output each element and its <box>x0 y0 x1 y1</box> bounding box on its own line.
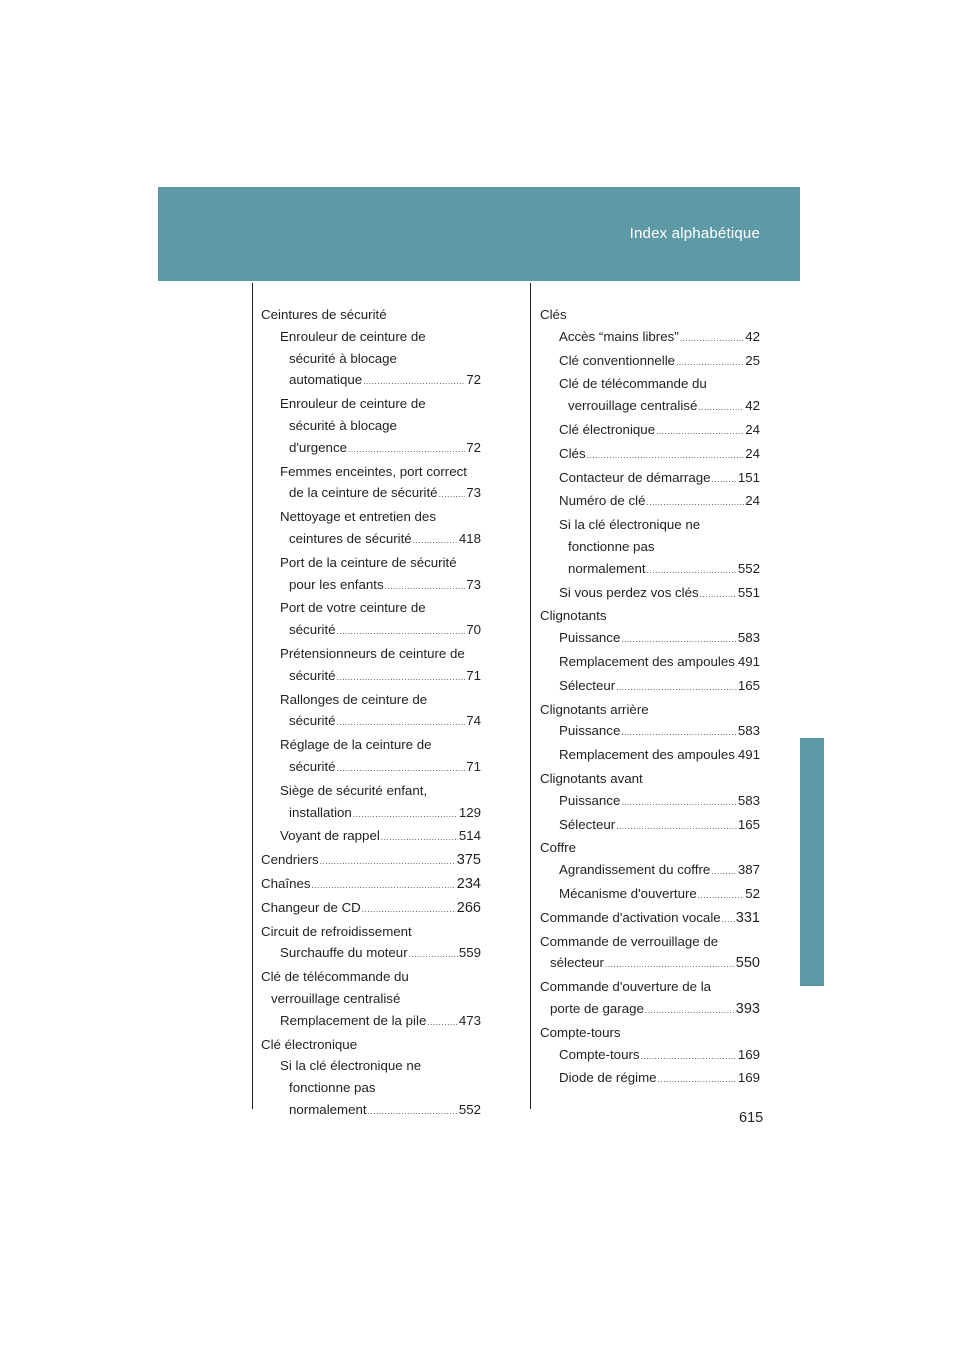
index-page-ref: 552 <box>737 560 760 576</box>
index-term: Nettoyage et entretien des <box>280 509 436 525</box>
index-subentry-line <box>540 326 760 350</box>
index-entry <box>540 814 760 838</box>
index-entry <box>540 605 760 627</box>
index-term: Sélecteur <box>559 816 616 832</box>
index-term: Remplacement des ampoules <box>559 747 735 763</box>
index-page-ref: 74 <box>466 713 481 729</box>
index-subentry-line <box>540 350 760 374</box>
dot-leader <box>381 827 458 849</box>
dot-leader <box>621 792 736 814</box>
dot-leader <box>658 1069 737 1091</box>
index-entry <box>261 506 481 552</box>
index-page-ref: 583 <box>737 723 760 739</box>
dot-leader <box>711 861 737 883</box>
index-page-ref: 550 <box>735 955 760 972</box>
index-heading-line <box>540 837 760 859</box>
dot-leader <box>320 851 456 873</box>
index-page-ref: 559 <box>458 945 481 961</box>
dot-leader <box>312 875 456 897</box>
index-subentry-line <box>540 952 760 976</box>
index-heading-line <box>261 1034 481 1056</box>
index-entry <box>540 907 760 931</box>
index-term: Clés <box>559 445 586 461</box>
index-term: sécurité à blocage <box>289 350 397 366</box>
index-page-ref: 70 <box>466 622 481 638</box>
index-subentry-line <box>540 467 760 491</box>
index-entry <box>540 1022 760 1044</box>
index-entry <box>540 976 760 1022</box>
index-term: Puissance <box>559 630 621 646</box>
index-term: de la ceinture de sécurité <box>289 485 438 501</box>
index-heading-line <box>261 304 481 326</box>
dot-leader <box>656 421 744 443</box>
index-heading-line <box>540 931 760 953</box>
index-term: Compte-tours <box>559 1046 640 1062</box>
index-page-ref: 514 <box>458 828 481 844</box>
index-subentry-line <box>540 814 760 838</box>
index-term: Mécanisme d'ouverture <box>559 885 697 901</box>
index-entry <box>540 326 760 350</box>
index-term: normalement <box>568 560 646 576</box>
dot-leader <box>353 804 458 826</box>
index-term: Voyant de rappel <box>280 828 380 844</box>
index-entry <box>540 467 760 491</box>
index-page-ref: 24 <box>745 445 760 461</box>
index-page-ref: 234 <box>456 875 481 892</box>
index-term: Clés <box>540 307 567 322</box>
dot-leader <box>736 746 737 768</box>
index-entry <box>540 744 760 768</box>
index-page-ref: 266 <box>456 899 481 916</box>
index-term: Numéro de clé <box>559 493 646 509</box>
index-subentry-line <box>261 415 481 437</box>
dot-leader <box>413 530 458 552</box>
dot-leader <box>712 469 737 491</box>
index-term: sécurité à blocage <box>289 417 397 433</box>
index-entry <box>540 651 760 675</box>
index-term: Changeur de CD <box>261 899 361 915</box>
index-subentry-line <box>261 437 481 461</box>
dot-leader <box>722 909 735 931</box>
index-term: automatique <box>289 372 363 388</box>
index-entry <box>261 1055 481 1122</box>
index-subentry-line <box>261 574 481 598</box>
index-subentry-line <box>540 651 760 675</box>
index-column-left <box>261 304 481 1123</box>
dot-leader <box>698 885 744 907</box>
index-column-right <box>540 304 760 1091</box>
index-entry <box>540 675 760 699</box>
index-subentry-line <box>261 619 481 643</box>
index-page-ref: 25 <box>745 352 760 368</box>
index-entry <box>261 304 481 326</box>
index-page-ref: 169 <box>737 1046 760 1062</box>
index-page-ref: 491 <box>737 653 760 669</box>
index-term: normalement <box>289 1101 367 1117</box>
index-term: Circuit de refroidissement <box>261 923 412 939</box>
index-term: sécurité <box>289 622 336 638</box>
index-term: Accès “mains libres” <box>559 328 679 344</box>
index-term: fonctionne pas <box>568 538 655 554</box>
index-term: ceintures de sécurité <box>289 530 412 546</box>
index-term: fonctionne pas <box>289 1080 376 1096</box>
index-subentry-line <box>540 536 760 558</box>
index-heading-line <box>540 907 760 931</box>
index-subentry-line <box>540 514 760 536</box>
index-subentry-line <box>261 348 481 370</box>
index-heading-line <box>540 605 760 627</box>
index-term: Prétensionneurs de ceinture de <box>280 645 465 661</box>
index-subentry-line <box>540 582 760 606</box>
index-heading-line <box>540 768 760 790</box>
index-subentry-line <box>261 369 481 393</box>
index-term: Enrouleur de ceinture de <box>280 328 426 344</box>
index-subentry-line <box>261 802 481 826</box>
index-term: Chaînes <box>261 875 311 891</box>
index-term: Clé électronique <box>261 1036 358 1052</box>
index-entry <box>540 1067 760 1091</box>
index-entry <box>261 393 481 460</box>
index-term: verrouillage centralisé <box>568 398 698 414</box>
index-subentry-line <box>261 1055 481 1077</box>
thumb-index-tab <box>800 738 824 986</box>
index-page-ref: 387 <box>737 862 760 878</box>
index-term: Rallonges de ceinture de <box>280 691 428 707</box>
index-entry <box>261 849 481 873</box>
index-heading-line <box>261 921 481 943</box>
index-term: Ceintures de sécurité <box>261 307 387 322</box>
dot-leader <box>409 944 458 966</box>
index-subentry-line <box>540 720 760 744</box>
index-term: Siège de sécurité enfant, <box>280 782 428 798</box>
index-page-ref: 552 <box>458 1101 481 1117</box>
index-heading-line <box>261 897 481 921</box>
index-page-ref: 71 <box>466 758 481 774</box>
index-term: Réglage de la ceinture de <box>280 737 432 753</box>
index-subentry-line <box>261 1077 481 1099</box>
index-subentry-line <box>261 1099 481 1123</box>
index-subentry-line <box>261 1010 481 1034</box>
index-page-ref: 24 <box>745 421 760 437</box>
index-term: sécurité <box>289 713 336 729</box>
dot-leader <box>337 758 466 780</box>
index-subentry-line <box>540 395 760 419</box>
index-subentry-line <box>261 942 481 966</box>
dot-leader <box>680 328 745 350</box>
dot-leader <box>736 653 737 675</box>
dot-leader <box>362 899 456 921</box>
index-page-ref: 418 <box>458 530 481 546</box>
index-subentry-line <box>261 780 481 802</box>
index-heading-line <box>540 1022 760 1044</box>
index-page-ref: 491 <box>737 747 760 763</box>
index-page-ref: 42 <box>745 398 760 414</box>
index-entry <box>540 720 760 744</box>
index-page-ref: 331 <box>735 909 760 926</box>
index-page-ref: 165 <box>737 677 760 693</box>
index-term: Sélecteur <box>559 677 616 693</box>
dot-leader <box>676 352 744 374</box>
index-term: Puissance <box>559 723 621 739</box>
dot-leader <box>427 1012 457 1034</box>
index-term: installation <box>289 804 352 820</box>
index-entry <box>540 768 760 790</box>
index-page-ref: 583 <box>737 630 760 646</box>
dot-leader <box>645 1000 735 1022</box>
index-entry <box>540 627 760 651</box>
index-term: porte de garage <box>550 1000 644 1016</box>
index-term: Clé électronique <box>559 421 656 437</box>
index-page-ref: 72 <box>466 372 481 388</box>
dot-leader <box>587 445 745 467</box>
index-term: Cendriers <box>261 852 319 868</box>
index-page-ref: 52 <box>745 885 760 901</box>
index-term: Remplacement de la pile <box>280 1012 427 1028</box>
left-column-rule <box>252 283 253 1109</box>
dot-leader <box>616 816 737 838</box>
dot-leader <box>621 722 736 744</box>
section-title: Index alphabétique <box>629 225 760 242</box>
index-entry <box>540 883 760 907</box>
index-term: Commande de verrouillage de <box>540 933 719 949</box>
index-term: Compte-tours <box>540 1024 621 1040</box>
index-term: Enrouleur de ceinture de <box>280 396 426 412</box>
index-entry <box>261 326 481 393</box>
index-page-ref: 129 <box>458 804 481 820</box>
index-page-ref: 169 <box>737 1070 760 1086</box>
index-entry <box>540 419 760 443</box>
index-subentry-line <box>261 326 481 348</box>
index-page-ref: 473 <box>458 1012 481 1028</box>
index-term: Clignotants avant <box>540 770 643 786</box>
dot-leader <box>368 1101 458 1123</box>
index-term: sécurité <box>289 758 336 774</box>
index-subentry-line <box>261 734 481 756</box>
dot-leader <box>385 576 466 598</box>
index-entry <box>540 931 760 977</box>
index-term: Commande d'activation vocale <box>540 909 721 925</box>
dot-leader <box>337 667 466 689</box>
index-entry <box>540 1044 760 1068</box>
page-number: 615 <box>739 1110 764 1126</box>
dot-leader <box>700 584 737 606</box>
index-entry <box>540 443 760 467</box>
index-page-ref: 583 <box>737 792 760 808</box>
index-entry <box>540 514 760 581</box>
index-term: pour les enfants <box>289 576 384 592</box>
index-entry <box>540 790 760 814</box>
dot-leader <box>363 371 465 393</box>
index-subentry-line <box>540 419 760 443</box>
index-subentry-line <box>261 665 481 689</box>
index-subentry-line <box>540 627 760 651</box>
index-term: Port de la ceinture de sécurité <box>280 554 457 570</box>
index-entry <box>261 689 481 735</box>
index-heading-line <box>540 699 760 721</box>
dot-leader <box>348 439 465 461</box>
index-heading-line <box>261 873 481 897</box>
index-subentry-line <box>540 675 760 699</box>
index-subentry-line <box>540 373 760 395</box>
index-term: Port de votre ceinture de <box>280 600 426 616</box>
index-subentry-line <box>261 393 481 415</box>
index-term: Agrandissement du coffre <box>559 862 711 878</box>
index-term: sécurité <box>289 667 336 683</box>
index-entry <box>261 552 481 598</box>
index-term: Commande d'ouverture de la <box>540 979 712 995</box>
index-subentry-line <box>261 756 481 780</box>
index-term: Si la clé électronique ne <box>280 1058 422 1074</box>
index-subentry-line <box>540 443 760 467</box>
index-term: Puissance <box>559 792 621 808</box>
dot-leader <box>337 621 466 643</box>
index-entry <box>261 780 481 826</box>
dot-leader <box>616 677 737 699</box>
index-subentry-line <box>261 643 481 665</box>
index-subentry-line <box>540 859 760 883</box>
dot-leader <box>605 954 735 976</box>
index-subentry-line <box>540 558 760 582</box>
dot-leader <box>621 629 736 651</box>
index-term: d'urgence <box>289 439 347 455</box>
dot-leader <box>641 1046 737 1068</box>
index-heading-line <box>540 304 760 326</box>
index-term: Clignotants arrière <box>540 701 649 717</box>
index-term: verrouillage centralisé <box>271 990 401 1006</box>
index-entry <box>261 734 481 780</box>
index-page-ref: 42 <box>745 328 760 344</box>
index-subentry-line <box>261 597 481 619</box>
index-entry <box>540 859 760 883</box>
index-heading-line <box>261 849 481 873</box>
index-entry <box>261 597 481 643</box>
index-entry <box>261 921 481 943</box>
index-entry <box>540 304 760 326</box>
index-subentry-line <box>261 528 481 552</box>
index-entry <box>261 461 481 507</box>
index-entry <box>261 643 481 689</box>
index-page-ref: 393 <box>735 1000 760 1017</box>
index-entry <box>261 966 481 1010</box>
index-entry <box>261 897 481 921</box>
index-term: Clé de télécommande du <box>559 376 707 392</box>
index-page-ref: 73 <box>466 576 481 592</box>
index-subentry-line <box>261 482 481 506</box>
index-subentry-line <box>261 988 481 1010</box>
index-page-ref: 24 <box>745 493 760 509</box>
header-band <box>158 187 800 281</box>
index-entry <box>261 1034 481 1056</box>
index-subentry-line <box>261 825 481 849</box>
index-term: Diode de régime <box>559 1070 657 1086</box>
index-term: Femmes enceintes, port correct <box>280 463 467 479</box>
index-entry <box>261 1010 481 1034</box>
index-entry <box>540 582 760 606</box>
index-subentry-line <box>261 552 481 574</box>
dot-leader <box>646 492 744 514</box>
index-page-ref: 165 <box>737 816 760 832</box>
index-term: sélecteur <box>550 955 604 971</box>
index-subentry-line <box>261 461 481 483</box>
index-entry <box>540 490 760 514</box>
index-entry <box>261 825 481 849</box>
index-term: Coffre <box>540 840 576 856</box>
index-subentry-line <box>540 490 760 514</box>
index-page-ref: 375 <box>456 852 481 869</box>
index-entry <box>540 837 760 859</box>
index-term: Surchauffe du moteur <box>280 945 408 961</box>
index-term: Si la clé électronique ne <box>559 517 701 533</box>
index-page-ref: 72 <box>466 439 481 455</box>
index-subentry-line <box>261 506 481 528</box>
index-subentry-line <box>540 790 760 814</box>
dot-leader <box>647 560 737 582</box>
index-page-ref: 71 <box>466 667 481 683</box>
index-term: Clé conventionnelle <box>559 352 676 368</box>
index-subentry-line <box>540 744 760 768</box>
dot-leader <box>439 484 466 506</box>
index-term: Contacteur de démarrage <box>559 469 711 485</box>
index-subentry-line <box>261 689 481 711</box>
index-entry <box>261 873 481 897</box>
index-subentry-line <box>540 1044 760 1068</box>
index-heading-line <box>540 976 760 998</box>
index-term: Remplacement des ampoules <box>559 653 735 669</box>
index-page-ref: 551 <box>737 584 760 600</box>
index-subentry-line <box>261 710 481 734</box>
index-entry <box>540 373 760 419</box>
index-page-ref: 151 <box>737 469 760 485</box>
dot-leader <box>698 397 744 419</box>
index-term: Si vous perdez vos clés <box>559 584 699 600</box>
index-entry <box>540 699 760 721</box>
index-heading-line <box>261 966 481 988</box>
index-term: Clignotants <box>540 608 607 624</box>
index-subentry-line <box>540 998 760 1022</box>
index-subentry-line <box>540 883 760 907</box>
index-entry <box>261 942 481 966</box>
index-subentry-line <box>540 1067 760 1091</box>
index-entry <box>540 350 760 374</box>
index-page-ref: 73 <box>466 485 481 501</box>
right-column-rule <box>530 283 531 1109</box>
index-term: Clé de télécommande du <box>261 969 409 985</box>
dot-leader <box>337 712 466 734</box>
